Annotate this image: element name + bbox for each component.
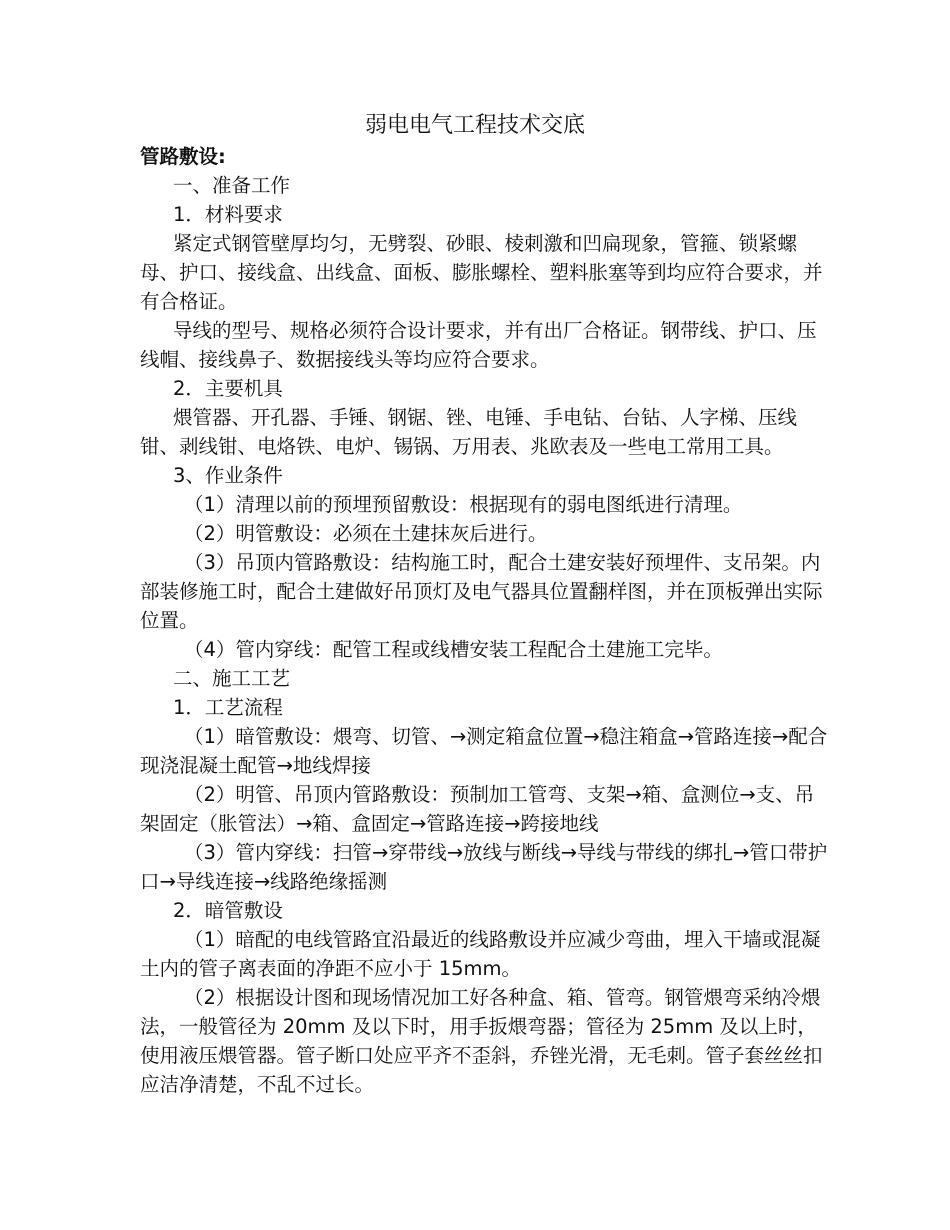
document-body bbox=[140, 142, 830, 1099]
document-title: 弱电电气工程技术交底 bbox=[364, 113, 585, 138]
subheading-materials: 1．材料要求 bbox=[173, 203, 283, 226]
subheading-tools: 2．主要机具 bbox=[173, 377, 283, 400]
list-item-flow-1: （1）暗管敷设：煨弯、切管、→测定箱盒位置→稳注箱盒→管路连接→配合现浇混凝土配管→地线焊接 bbox=[140, 725, 828, 777]
list-item-flow-2: （2）明管、吊顶内管路敷设：预制加工管弯、支架→箱、盒测位→支、吊架固定（胀管法）→箱、盒固定→管路连接→跨接地线 bbox=[140, 783, 815, 835]
list-item-condition-1: （1）清理以前的预埋预留敷设：根据现有的弱电图纸进行清理。 bbox=[184, 493, 743, 516]
list-item-condition-2: （2）明管敷设：必须在土建抹灰后进行。 bbox=[184, 522, 548, 545]
subheading-conditions: 3、作业条件 bbox=[173, 464, 283, 487]
subheading-concealed: 2．暗管敷设 bbox=[173, 899, 283, 922]
heading-process: 二、施工工艺 bbox=[173, 667, 291, 690]
subheading-flow: 1．工艺流程 bbox=[173, 696, 283, 719]
list-item-flow-3: （3）管内穿线：扫管→穿带线→放线与断线→导线与带线的绑扎→管口带护口→导线连接→线路绝缘摇测 bbox=[140, 841, 828, 893]
paragraph-materials-wire: 导线的型号、规格必须符合设计要求，并有出厂合格证。钢带线、护口、压线帽、接线鼻子、数据接线头等均应符合要求。 bbox=[140, 319, 817, 371]
paragraph-materials-pipe: 紧定式钢管壁厚均匀，无劈裂、砂眼、棱刺激和凹扁现象，管箍、锁紧螺母、护口、接线盒、出线盒、面板、膨胀螺栓、塑料胀塞等到均应符合要求，并有合格证。 bbox=[140, 232, 823, 313]
heading-preparation: 一、准备工作 bbox=[173, 174, 291, 197]
section-heading: 管路敷设: bbox=[140, 145, 226, 168]
list-item-condition-4: （4）管内穿线：配管工程或线槽安装工程配合土建施工完毕。 bbox=[184, 638, 723, 661]
paragraph-tools: 煨管器、开孔器、手锤、钢锯、锉、电锤、手电钻、台钻、人字梯、压线钳、剥线钳、电烙铁、电炉、锡锅、万用表、兆欧表及一些电工常用工具。 bbox=[140, 406, 798, 458]
list-item-condition-3: （3）吊顶内管路敷设：结构施工时，配合土建安装好预埋件、支吊架。内部装修施工时，配合土建做好吊顶灯及电气器具位置翻样图，并在顶板弹出实际位置。 bbox=[140, 551, 823, 632]
list-item-concealed-2: （2）根据设计图和现场情况加工好各种盒、箱、管弯。钢管煨弯采纳冷煨法，一般管径为 20mm 及以下时，用手扳煨弯器；管径为 25mm 及以上时，使用液压煨管器。管子断口处应平齐不歪斜，乔锉光滑，无毛刺。管子套丝丝扣应洁净清楚，不乱不过长。 bbox=[140, 986, 823, 1096]
list-item-concealed-1: （1）暗配的电线管路宜沿最近的线路敷设并应减少弯曲，埋入干墙或混凝土内的管子离表面的净距不应小于 15mm。 bbox=[140, 928, 821, 980]
